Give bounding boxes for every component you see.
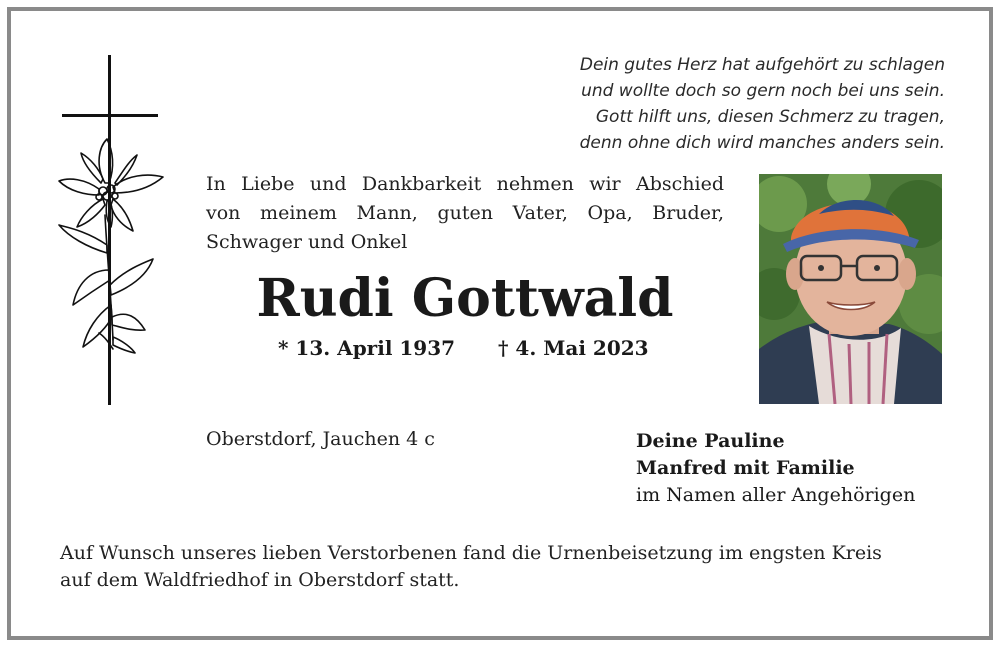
- portrait-photo: [759, 174, 942, 404]
- mourner-line: Manfred mit Familie: [636, 457, 855, 479]
- intro-line: von meinem Mann, guten Vater, Opa, Bruder,: [206, 202, 724, 224]
- closing-line: Auf Wunsch unseres lieben Verstorbenen fand die Urnenbeisetzung im engsten Kreis: [60, 542, 882, 564]
- intro-line: Schwager und Onkel: [206, 231, 408, 253]
- intro-line: In Liebe und Dankbarkeit nehmen wir Abschied: [206, 173, 724, 195]
- poem-line: und wollte doch so gern noch bei uns sein.: [581, 81, 945, 101]
- closing-line: auf dem Waldfriedhof in Oberstdorf statt.: [60, 569, 460, 591]
- closing-text: [60, 540, 945, 594]
- mourners: [636, 428, 915, 509]
- poem-line: denn ohne dich wird manches anders sein.: [579, 133, 945, 153]
- deceased-name: Rudi Gottwald: [256, 268, 674, 329]
- poem: [520, 52, 945, 156]
- mourner-line: Deine Pauline: [636, 430, 785, 452]
- poem-line: Gott hilft uns, diesen Schmerz zu tragen,: [595, 107, 945, 127]
- birth-date: * 13. April 1937: [278, 336, 456, 360]
- poem-line: Dein gutes Herz hat aufgehört zu schlagen: [579, 55, 945, 75]
- address: Oberstdorf, Jauchen 4 c: [206, 428, 435, 450]
- cross-with-edelweiss-icon: [55, 55, 165, 407]
- death-date: † 4. Mai 2023: [498, 336, 649, 360]
- intro-text: [206, 170, 724, 257]
- mourner-note: im Namen aller Angehörigen: [636, 484, 916, 506]
